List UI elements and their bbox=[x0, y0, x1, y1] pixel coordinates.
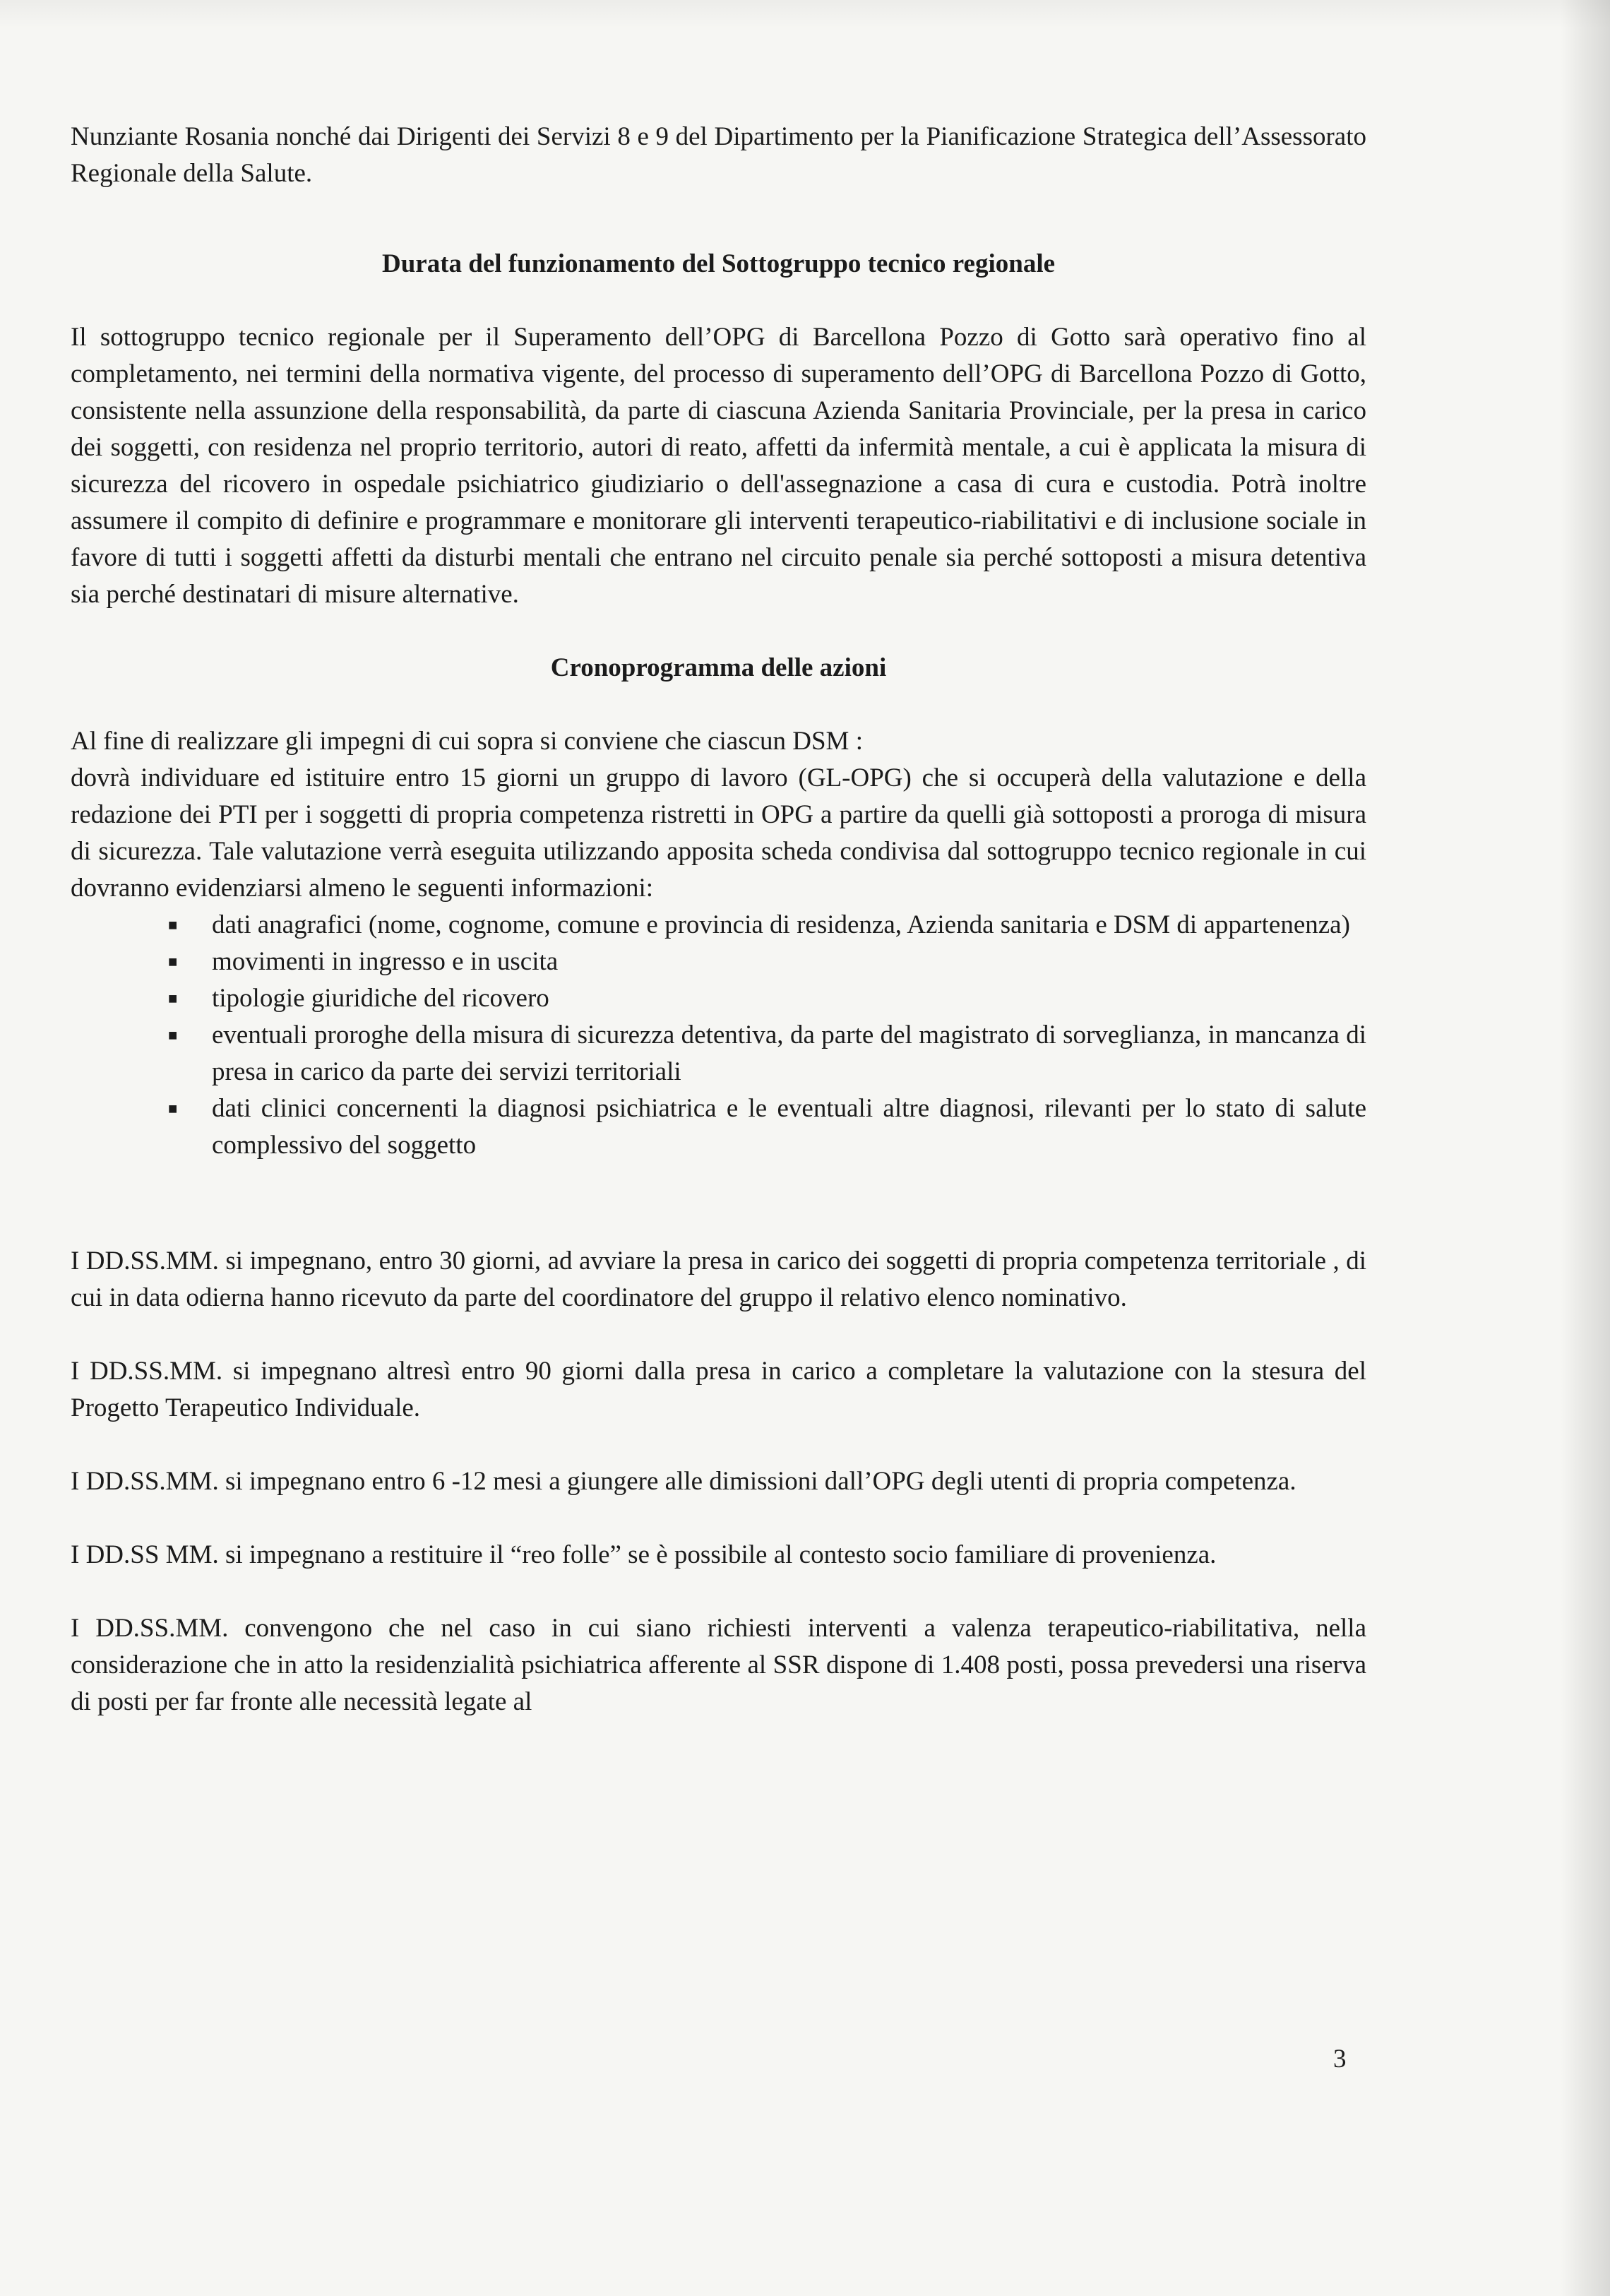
commitment-paragraph: I DD.SS.MM. si impegnano, entro 30 giorni, ad avviare la presa in carico dei soggetti di propria competenza territoriale , di cui in data odierna hanno ricevuto da parte del coordinatore del gruppo il relativo elenco nominativo. bbox=[71, 1247, 1366, 1312]
intro-paragraph: Nunziante Rosania nonché dai Dirigenti dei Servizi 8 e 9 del Dipartimento per la Pianificazione Strategica dell’Assessorato Regionale della Salute. bbox=[71, 122, 1366, 188]
page-number: 3 bbox=[1333, 2045, 1347, 2074]
list-item bbox=[168, 907, 1366, 944]
scan-edge-top bbox=[0, 0, 1610, 28]
section-heading-durata: Durata del funzionamento del Sottogruppo tecnico regionale bbox=[381, 249, 1056, 278]
information-list bbox=[71, 907, 1366, 1164]
list-item bbox=[168, 1090, 1366, 1164]
square-bullet-icon: ■ bbox=[168, 953, 178, 970]
section-heading-cronoprogramma: Cronoprogramma delle azioni bbox=[550, 653, 887, 682]
scan-edge-shadow bbox=[1561, 0, 1610, 2296]
list-item bbox=[168, 944, 1366, 980]
list-item bbox=[168, 980, 1366, 1017]
commitment-paragraph: I DD.SS.MM. si impegnano entro 6 -12 mesi a giungere alle dimissioni dall’OPG degli utenti di propria competenza. bbox=[71, 1467, 1296, 1496]
commitment-paragraph: I DD.SS MM. si impegnano a restituire il “reo folle” se è possibile al contesto socio familiare di provenienza. bbox=[71, 1540, 1217, 1569]
list-item-text: dati clinici concernenti la diagnosi psichiatrica e le eventuali altre diagnosi, rilevanti per lo stato di salute complessivo del soggetto bbox=[212, 1094, 1366, 1160]
square-bullet-icon: ■ bbox=[168, 916, 178, 934]
square-bullet-icon: ■ bbox=[168, 1100, 178, 1117]
cronoprogramma-paragraph: dovrà individuare ed istituire entro 15 giorni un gruppo di lavoro (GL-OPG) che si occuperà della valutazione e della redazione dei PTI per i soggetti di propria competenza ristretti in OPG a partire da quelli già sottoposti a proroga di misura di sicurezza. Tale valutazione verrà eseguita utilizzando apposita scheda condivisa dal sottogruppo tecnico regionale in cui dovranno evidenziarsi almeno le seguenti informazioni: bbox=[71, 763, 1366, 903]
list-item bbox=[168, 1017, 1366, 1090]
list-item-text: tipologie giuridiche del ricovero bbox=[212, 984, 549, 1013]
commitment-paragraph: I DD.SS.MM. convengono che nel caso in cui siano richiesti interventi a valenza terapeutico-riabilitativa, nella considerazione che in atto la residenzialità psichiatrica afferente al SSR dispone di 1.408 posti, possa prevedersi una riserva di posti per far fronte alle necessità legate al bbox=[71, 1614, 1366, 1716]
list-item-text: dati anagrafici (nome, cognome, comune e provincia di residenza, Azienda sanitaria e DSM di appartenenza) bbox=[212, 910, 1350, 939]
square-bullet-icon: ■ bbox=[168, 989, 178, 1007]
list-item-text: eventuali proroghe della misura di sicurezza detentiva, da parte del magistrato di sorveglianza, in mancanza di presa in carico da parte dei servizi territoriali bbox=[212, 1021, 1366, 1086]
list-item-text: movimenti in ingresso e in uscita bbox=[212, 947, 559, 976]
cronoprogramma-lead: Al fine di realizzare gli impegni di cui sopra si conviene che ciascun DSM : bbox=[71, 727, 863, 756]
document-page bbox=[71, 119, 1366, 1720]
commitment-paragraph: I DD.SS.MM. si impegnano altresì entro 90 giorni dalla presa in carico a completare la valutazione con la stesura del Progetto Terapeutico Individuale. bbox=[71, 1357, 1366, 1422]
square-bullet-icon: ■ bbox=[168, 1026, 178, 1044]
section-paragraph-durata: Il sottogruppo tecnico regionale per il Superamento dell’OPG di Barcellona Pozzo di Gotto sarà operativo fino al completamento, nei termini della normativa vigente, del processo di superamento dell’OPG di Barcellona Pozzo di Gotto, consistente nella assunzione della responsabilità, da parte di ciascuna Azienda Sanitaria Provinciale, per la presa in carico dei soggetti, con residenza nel proprio territorio, autori di reato, affetti da infermità mentale, a cui è applicata la misura di sicurezza del ricovero in ospedale psichiatrico giudiziario o dell'assegnazione a casa di cura e custodia. Potrà inoltre assumere il compito di definire e programmare e monitorare gli interventi terapeutico-riabilitativi e di inclusione sociale in favore di tutti i soggetti affetti da disturbi mentali che entrano nel circuito penale sia perché sottoposti a misura detentiva sia perché destinatari di misure alternative. bbox=[71, 323, 1366, 609]
